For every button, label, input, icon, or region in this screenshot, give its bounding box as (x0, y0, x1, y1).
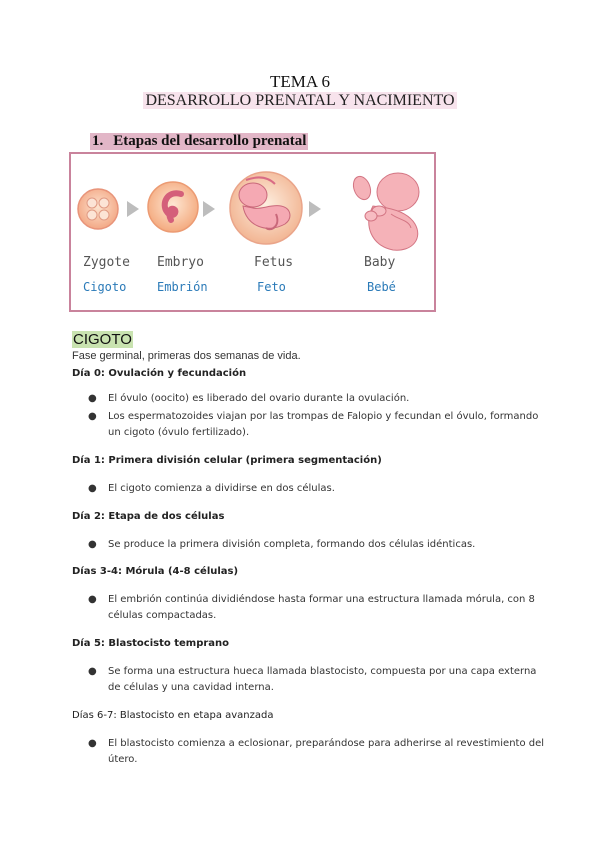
day-heading: Días 6-7: Blastocisto en etapa avanzada (72, 710, 274, 721)
embryo-image (148, 182, 198, 232)
list-item (88, 736, 548, 768)
page-title: TEMA 6 (270, 72, 330, 91)
bullet-icon: ● (88, 411, 97, 422)
section-heading (90, 133, 308, 150)
fetus-image (230, 172, 302, 244)
label-fetus: Fetus (254, 255, 294, 270)
arrow-3-icon (309, 201, 321, 217)
day-heading: Día 0: Ovulación y fecundación (72, 368, 247, 379)
label-embryo: Embryo (157, 255, 204, 270)
bullet-icon: ● (88, 393, 97, 404)
list-item (88, 481, 548, 497)
arrow-1-icon (127, 201, 139, 217)
bullet-text: El embrión continúa dividiéndose hasta formar una estructura llamada mórula, con 8 células compactadas. (108, 594, 535, 621)
list-item (88, 409, 548, 441)
list-item (88, 592, 548, 624)
label-zygote: Zygote (83, 255, 130, 270)
label-baby: Baby (364, 255, 396, 270)
bullet-text: El cigoto comienza a dividirse en dos células. (108, 483, 335, 494)
list-item (88, 664, 548, 696)
prenatal-stages-figure (69, 152, 436, 312)
bullet-text: El óvulo (oocito) es liberado del ovario durante la ovulación. (108, 393, 410, 404)
list-item (88, 391, 548, 407)
bullet-icon: ● (88, 483, 97, 494)
bullet-icon: ● (88, 666, 97, 677)
bullet-text: Se produce la primera división completa, formando dos células idénticas. (108, 539, 476, 550)
section-number: 1. (92, 133, 104, 149)
cigoto-heading: CIGOTO (73, 331, 132, 348)
section-label: Etapas del desarrollo prenatal (113, 133, 307, 149)
page-subtitle (0, 92, 600, 110)
page-subtitle-text: DESARROLLO PRENATAL Y NACIMIENTO (145, 92, 455, 109)
cigoto-intro: Fase germinal, primeras dos semanas de vida. (72, 350, 301, 362)
arrow-2-icon (203, 201, 215, 217)
day-heading: Día 5: Blastocisto temprano (72, 638, 230, 649)
list-item (88, 537, 548, 553)
bullet-text: Los espermatozoides viajan por las trompas de Falopio y fecundan el óvulo, formando un cigoto (óvulo fertilizado). (108, 411, 539, 438)
label-embrion: Embrión (157, 280, 208, 294)
label-bebe: Bebé (367, 280, 396, 294)
bullet-text: Se forma una estructura hueca llamada blastocisto, compuesta por una capa externa de células y una cavidad interna. (108, 666, 537, 693)
zygote-image (78, 189, 118, 229)
label-feto: Feto (257, 280, 286, 294)
label-cigoto: Cigoto (83, 280, 127, 294)
day-heading: Días 3-4: Mórula (4-8 células) (72, 566, 239, 577)
bullet-icon: ● (88, 738, 97, 749)
baby-image (350, 173, 419, 250)
bullet-icon: ● (88, 539, 97, 550)
day-heading: Día 2: Etapa de dos células (72, 511, 225, 522)
bullet-icon: ● (88, 594, 97, 605)
bullet-text: El blastocisto comienza a eclosionar, preparándose para adherirse al revestimiento del útero. (108, 738, 545, 765)
day-heading: Día 1: Primera división celular (primera segmentación) (72, 455, 382, 466)
